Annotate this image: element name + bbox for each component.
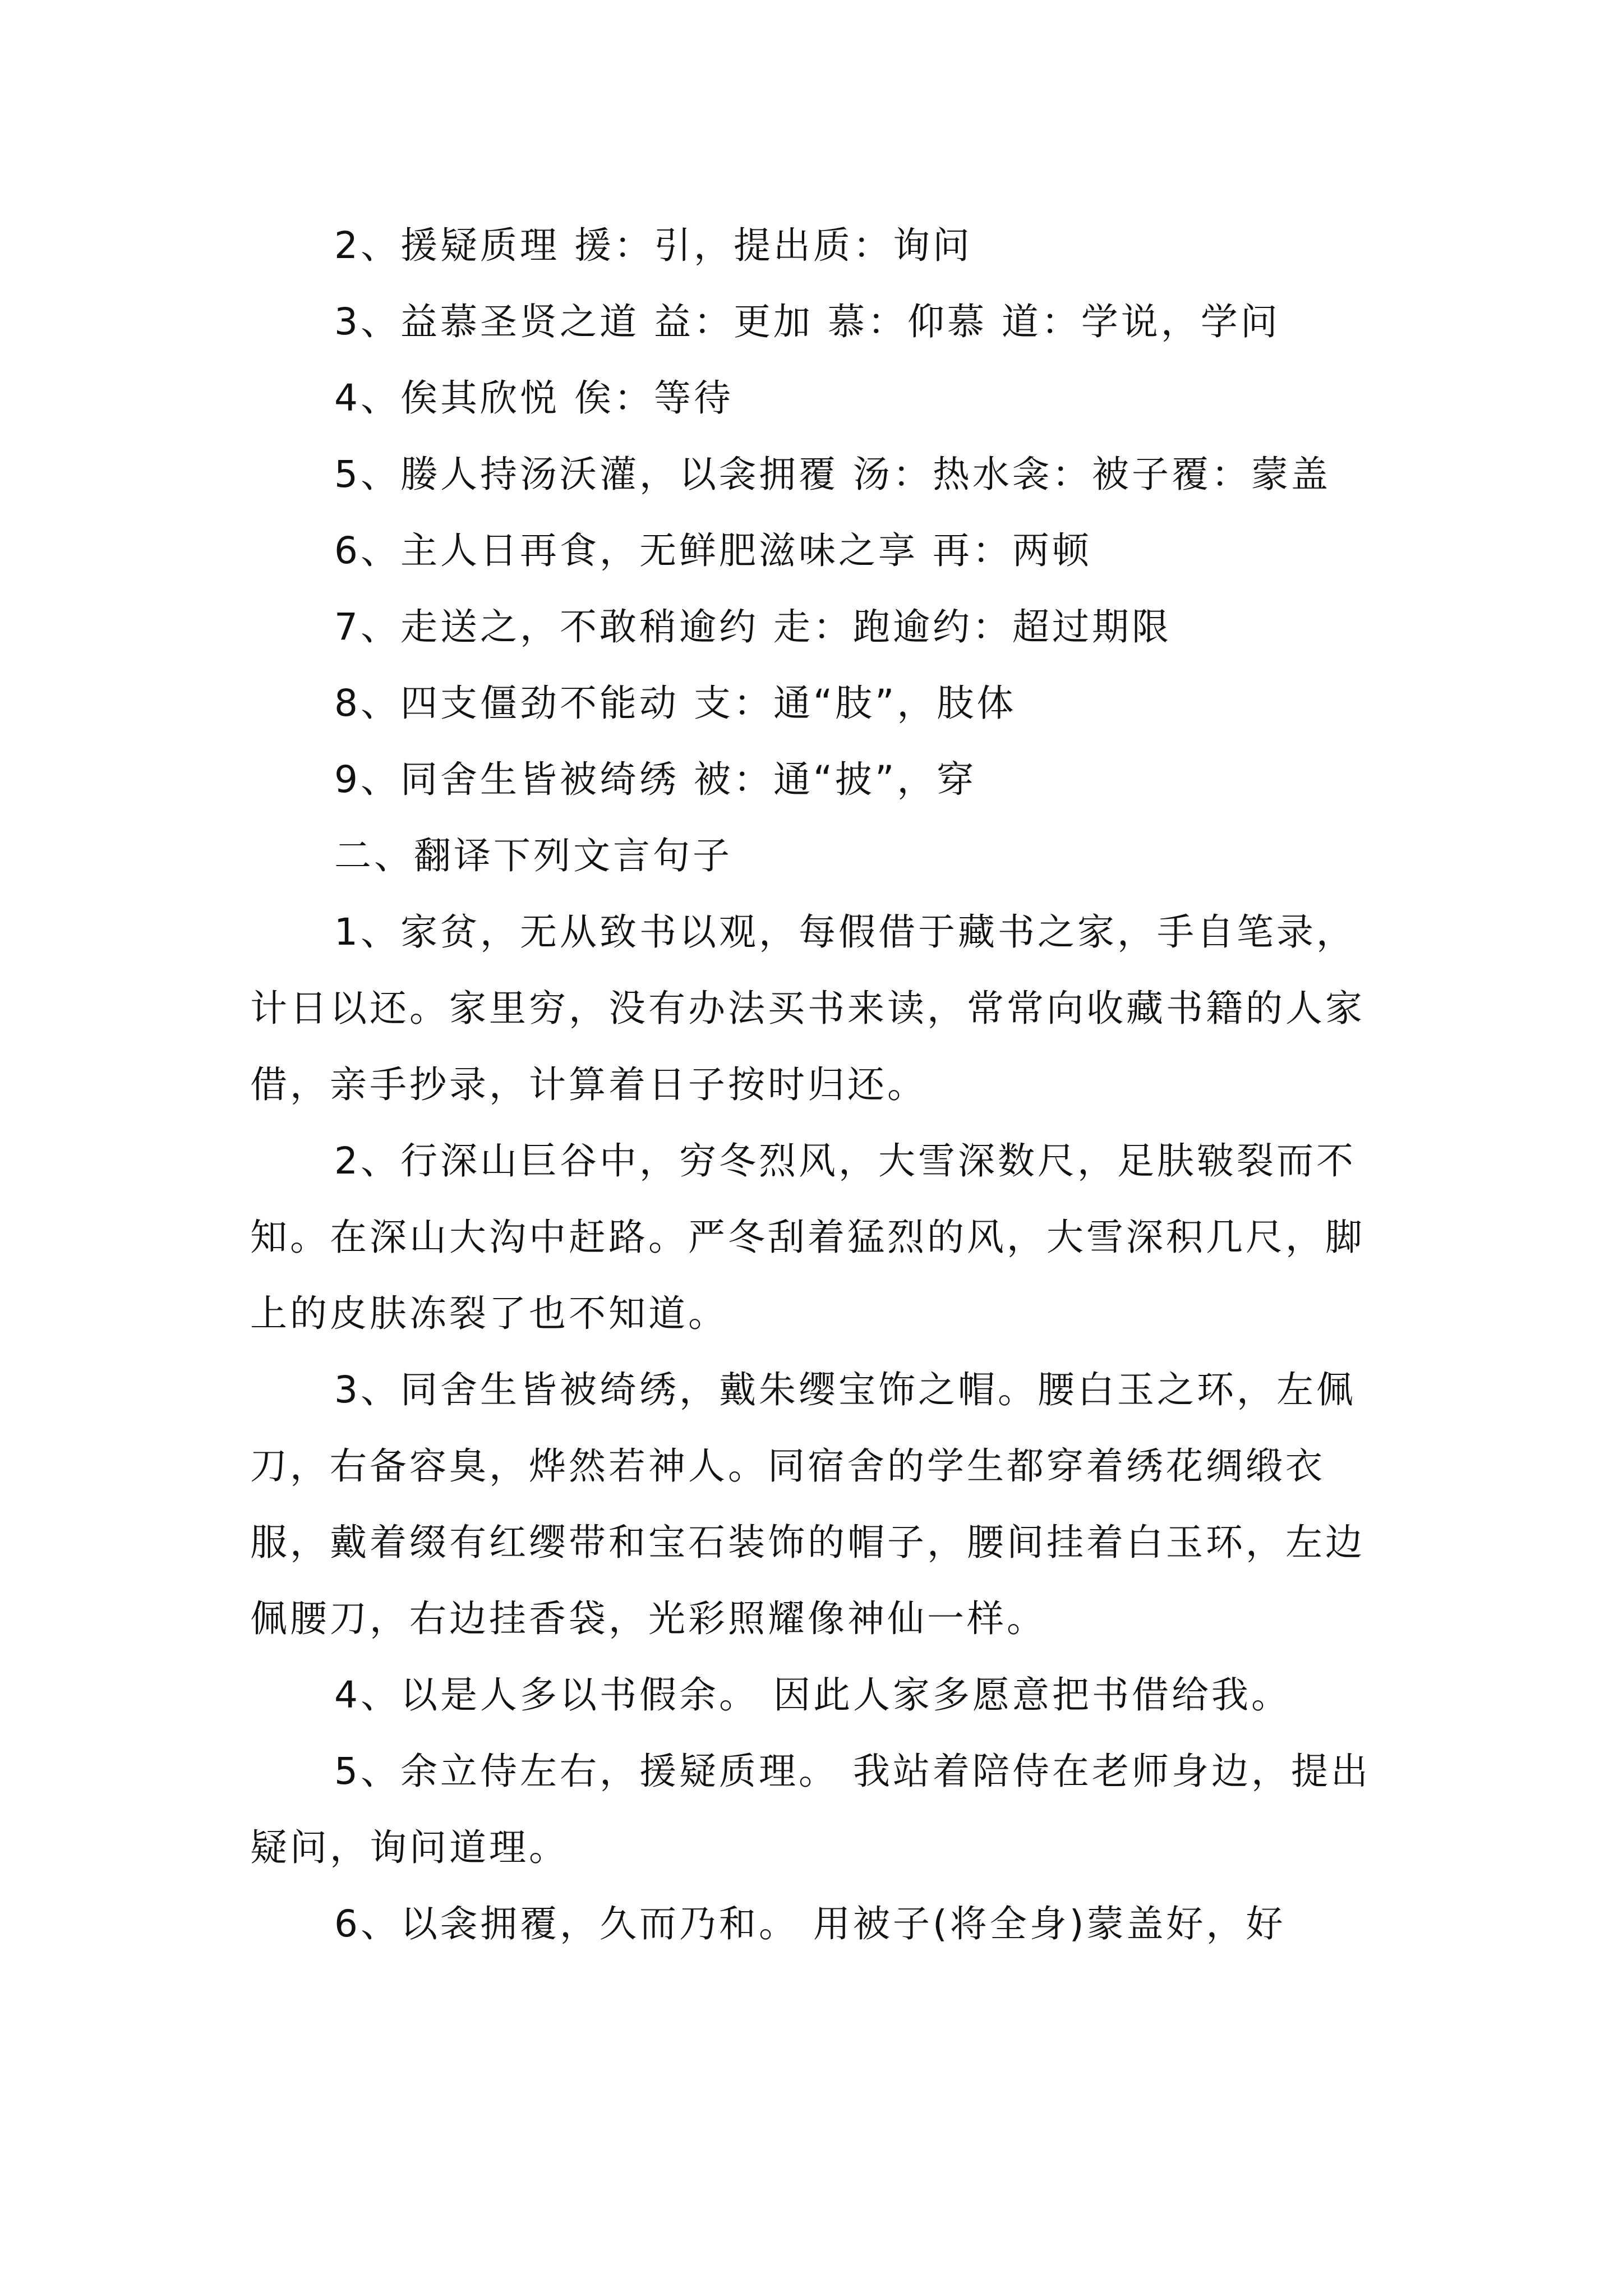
- definition-line-7: 7、走送之，不敢稍逾约 走：跑逾约：超过期限: [334, 605, 1172, 648]
- definition-line-2: 2、援疑质理 援：引，提出质：询问: [334, 224, 972, 267]
- definition-line-3: 3、益慕圣贤之道 益：更加 慕：仰慕 道：学说，学问: [334, 300, 1280, 343]
- section-heading-translation: 二、翻译下列文言句子: [334, 834, 732, 877]
- translation-item-1: 1、家贫，无从致书以观，每假借于藏书之家，手自笔录，计日以还。家里穷，没有办法买书来读，常常向收藏书籍的人家借，亲手抄录，计算着日子按时归还。: [250, 910, 1365, 1106]
- translation-item-4: 4、以是人多以书假余。 因此人家多愿意把书借给我。: [334, 1673, 1291, 1717]
- definition-line-5: 5、媵人持汤沃灌，以衾拥覆 汤：热水衾：被子覆：蒙盖: [334, 453, 1331, 496]
- definition-line-8: 8、四支僵劲不能动 支：通“肢”，肢体: [334, 682, 1017, 725]
- translation-item-6: 6、以衾拥覆，久而乃和。 用被子(将全身)蒙盖好，好: [334, 1902, 1286, 1945]
- translation-item-2: 2、行深山巨谷中，穷冬烈风，大雪深数尺，足肤皲裂而不知。在深山大沟中赶路。严冬刮着猛烈的风，大雪深积几尺，脚上的皮肤冻裂了也不知道。: [250, 1139, 1365, 1335]
- definition-line-4: 4、俟其欣悦 俟：等待: [334, 376, 734, 420]
- definition-line-6: 6、主人日再食，无鲜肥滋味之享 再：两顿: [334, 529, 1092, 572]
- definition-line-9: 9、同舍生皆被绮绣 被：通“披”，穿: [334, 758, 977, 801]
- translation-item-5: 5、余立侍左右，援疑质理。 我站着陪侍在老师身边，提出疑问，询问道理。: [250, 1750, 1371, 1869]
- document-page: [250, 208, 1382, 1962]
- translation-item-3: 3、同舍生皆被绮绣，戴朱缨宝饰之帽。腰白玉之环，左佩刀，右备容臭，烨然若神人。同宿舍的学生都穿着绣花绸缎衣服，戴着缀有红缨带和宝石装饰的帽子，腰间挂着白玉环，左边佩腰刀，右边挂香袋，光彩照耀像神仙一样。: [250, 1368, 1365, 1640]
